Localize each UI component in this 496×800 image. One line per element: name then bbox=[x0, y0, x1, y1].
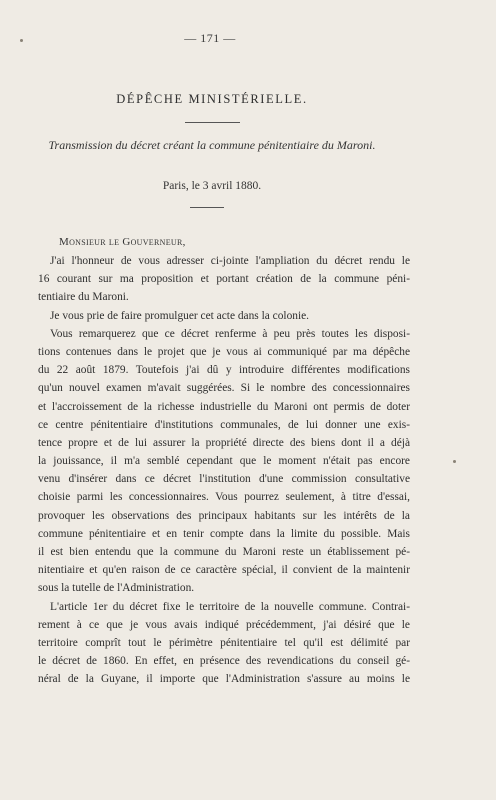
text-line: rement à ce que je vous avais indiqué précédemment, j'ai désiré que le bbox=[38, 618, 410, 631]
text-line: ce centre pénitentiaire d'institutions communales, de lui donner une exis- bbox=[38, 418, 410, 431]
text-line: néral de la Guyane, il importe que l'Administration s'assure au moins le bbox=[38, 673, 410, 686]
divider-rule bbox=[190, 207, 224, 208]
text-line: territoire comprît tout le périmètre pénitentiaire tel qu'il est délimité par bbox=[38, 636, 410, 649]
text-line: qu'un nouvel examen m'avait suggérées. Si le nombre des concessionnaires bbox=[38, 382, 410, 395]
text-line: le décret de 1860. En effet, en présence des revendications du conseil gé- bbox=[38, 655, 410, 668]
text-line: commune pénitentiaire et en tenir compte dans la limite du possible. Mais bbox=[38, 527, 410, 540]
page-heading: DÉPÊCHE MINISTÉRIELLE. bbox=[116, 92, 308, 106]
text-line: Je vous prie de faire promulguer cet acte dans la colonie. bbox=[50, 309, 310, 322]
divider-rule bbox=[185, 122, 240, 123]
text-line: choisie parmi les concessionnaires. Vous pourrez seulement, à titre d'essai, bbox=[38, 491, 410, 504]
text-line: du 22 août 1879. Toutefois j'ai dû y introduire différentes modifications bbox=[38, 364, 410, 377]
text-line: 16 courant sur ma proposition et portant création de la commune péni- bbox=[38, 273, 410, 286]
text-line: il est bien entendu que la commune du Maroni reste un établissement pé- bbox=[38, 546, 410, 558]
paper-spot bbox=[453, 460, 456, 463]
text-line: tence propre et de lui assurer la propriété directe des biens dont il a déjà bbox=[38, 436, 410, 449]
document-subtitle: Transmission du décret créant la commune pénitentiaire du Maroni. bbox=[48, 138, 376, 152]
dateline: Paris, le 3 avril 1880. bbox=[162, 180, 262, 192]
text-line: Vous remarquerez que ce décret renferme à peu près toutes les disposi- bbox=[50, 327, 410, 340]
text-line: J'ai l'honneur de vous adresser ci-jointe l'ampliation du décret rendu le bbox=[50, 255, 410, 267]
text-line: la jouissance, il m'a semblé cependant que le moment n'était pas encore bbox=[38, 455, 410, 468]
text-line: nitentiaire et qu'en raison de ce caractère spécial, il convient de la maintenir bbox=[38, 564, 410, 577]
text-line: sous la tutelle de l'Administration. bbox=[38, 582, 195, 595]
body-text bbox=[38, 252, 410, 689]
text-line: tions contenues dans le projet que je vous ai communiqué par ma dépêche bbox=[38, 345, 410, 358]
text-line: provoquer les observations des principaux habitants sur les intérêts de la bbox=[38, 509, 410, 522]
text-line: venu d'insérer dans ce décret l'institution d'une commission consultative bbox=[38, 473, 410, 486]
text-line: L'article 1er du décret fixe le territoire de la nouvelle commune. Contrai- bbox=[50, 600, 410, 613]
salutation: Monsieur le Gouverneur, bbox=[59, 236, 186, 248]
page-number: — 171 — bbox=[184, 31, 236, 45]
text-line: et l'accroissement de la richesse industrielle du Maroni ont permis de doter bbox=[38, 400, 410, 413]
text-line: tentiaire du Maroni. bbox=[38, 291, 129, 304]
